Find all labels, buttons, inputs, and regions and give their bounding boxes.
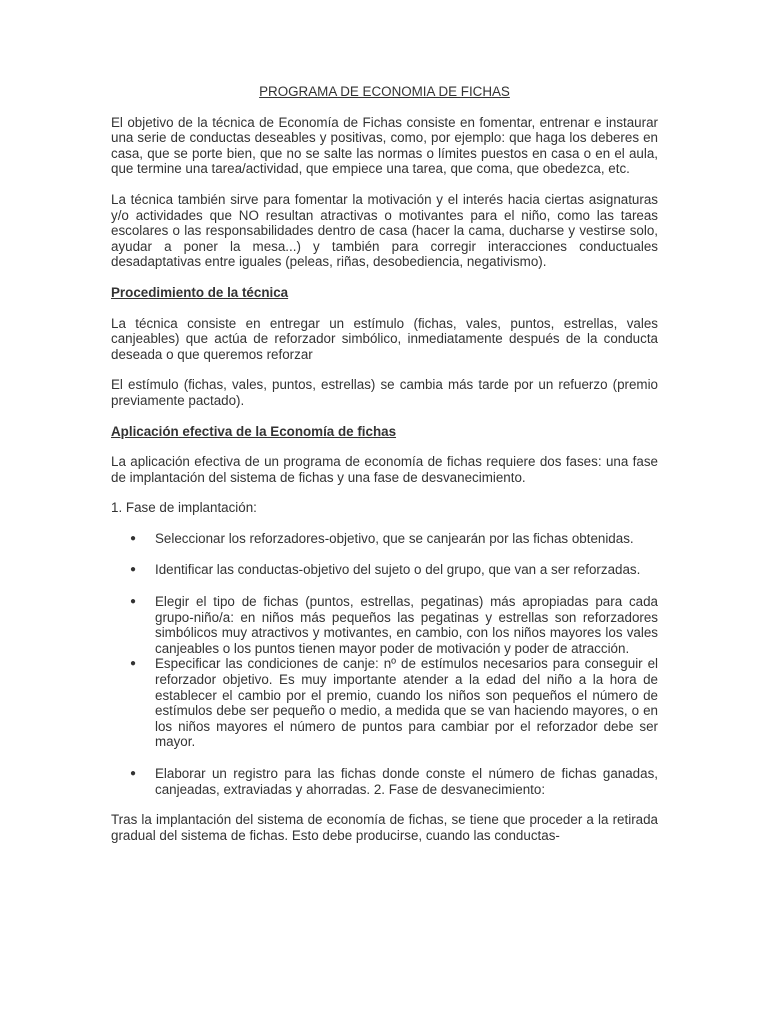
procedimiento-paragraph-2: El estímulo (fichas, vales, puntos, estrellas) se cambia más tarde por un refuerzo (premio previamente pactado). bbox=[111, 377, 658, 408]
bullet-icon: ● bbox=[130, 596, 137, 608]
list-item bbox=[111, 594, 658, 656]
list-item bbox=[111, 531, 658, 547]
procedimiento-paragraph-1: La técnica consiste en entregar un estímulo (fichas, vales, puntos, estrellas, vales canjeables) que actúa de reforzador simbólico, inmediatamente después de la conducta deseada o que queremos reforzar bbox=[111, 315, 658, 362]
list-item-text: Especificar las condiciones de canje: nº de estímulos necesarios para conseguir el reforzador objetivo. Es muy importante atender a la edad del niño a la hora de establecer el cambio por el premio, cuando los niños son pequeños el número de estímulos debe ser pequeño o medio, a medida que se van haciendo mayores, o en los niños mayores el número de puntos para cambiar por el reforzador debe ser mayor. bbox=[155, 656, 658, 750]
bullet-list bbox=[111, 531, 658, 797]
list-item bbox=[111, 766, 658, 797]
closing-paragraph: Tras la implantación del sistema de economía de fichas, se tiene que proceder a la retirada gradual del sistema de fichas. Esto debe producirse, cuando las conductas- bbox=[111, 812, 658, 843]
list-item bbox=[111, 562, 658, 578]
list-item-text: Identificar las conductas-objetivo del sujeto o del grupo, que van a ser reforzadas. bbox=[155, 562, 641, 578]
bullet-icon: ● bbox=[130, 564, 137, 576]
aplicacion-paragraph: La aplicación efectiva de un programa de economía de fichas requiere dos fases: una fase de implantación del sistema de fichas y una fase de desvanecimiento. bbox=[111, 454, 658, 485]
bullet-icon: ● bbox=[130, 768, 137, 779]
document-page bbox=[111, 84, 658, 843]
intro-paragraph-2: La técnica también sirve para fomentar la motivación y el interés hacia ciertas asignaturas y/o actividades que NO resultan atractivas o motivantes para el niño, como las tareas escolares o las responsabilidades dentro de casa (hacer la cama, ducharse y vestirse solo, ayudar a poner la mesa...) y también para corregir interacciones conductuales desadaptativas entre iguales (peleas, riñas, desobediencia, negativismo). bbox=[111, 191, 658, 270]
intro-paragraph-1: El objetivo de la técnica de Economía de Fichas consiste en fomentar, entrenar e instaurar una serie de conductas deseables y positivas, como, por ejemplo: que haga los deberes en casa, que se porte bien, que no se salte las normas o límites puestos en casa o en el aula, que termine una tarea/actividad, que empiece una tarea, que coma, que obedezca, etc. bbox=[111, 114, 658, 177]
list-item-text: Elaborar un registro para las fichas donde conste el número de fichas ganadas, canjeadas, extraviadas y ahorradas. 2. Fase de desvanecimiento: bbox=[155, 766, 658, 797]
document-title: PROGRAMA DE ECONOMIA DE FICHAS bbox=[259, 84, 510, 99]
section-heading-aplicacion: Aplicación efectiva de la Economía de fichas bbox=[111, 423, 397, 439]
list-item-text: Elegir el tipo de fichas (puntos, estrellas, pegatinas) más apropiadas para cada grupo-niño/a: en niños más pequeños las pegatinas y estrellas son reforzadores simbólicos muy atractivos y motivantes, en cambio, con los niños mayores los vales canjeables o los puntos tienen mayor poder de motivación y poder de atracción. bbox=[155, 594, 658, 656]
list-item bbox=[111, 656, 658, 750]
bullet-icon: ● bbox=[130, 532, 137, 544]
list-item-text: Seleccionar los reforzadores-objetivo, que se canjearán por las fichas obtenidas. bbox=[155, 530, 634, 546]
bullet-icon: ● bbox=[130, 658, 137, 670]
phase-label: 1. Fase de implantación: bbox=[111, 500, 257, 516]
section-heading-procedimiento: Procedimiento de la técnica bbox=[111, 284, 289, 300]
